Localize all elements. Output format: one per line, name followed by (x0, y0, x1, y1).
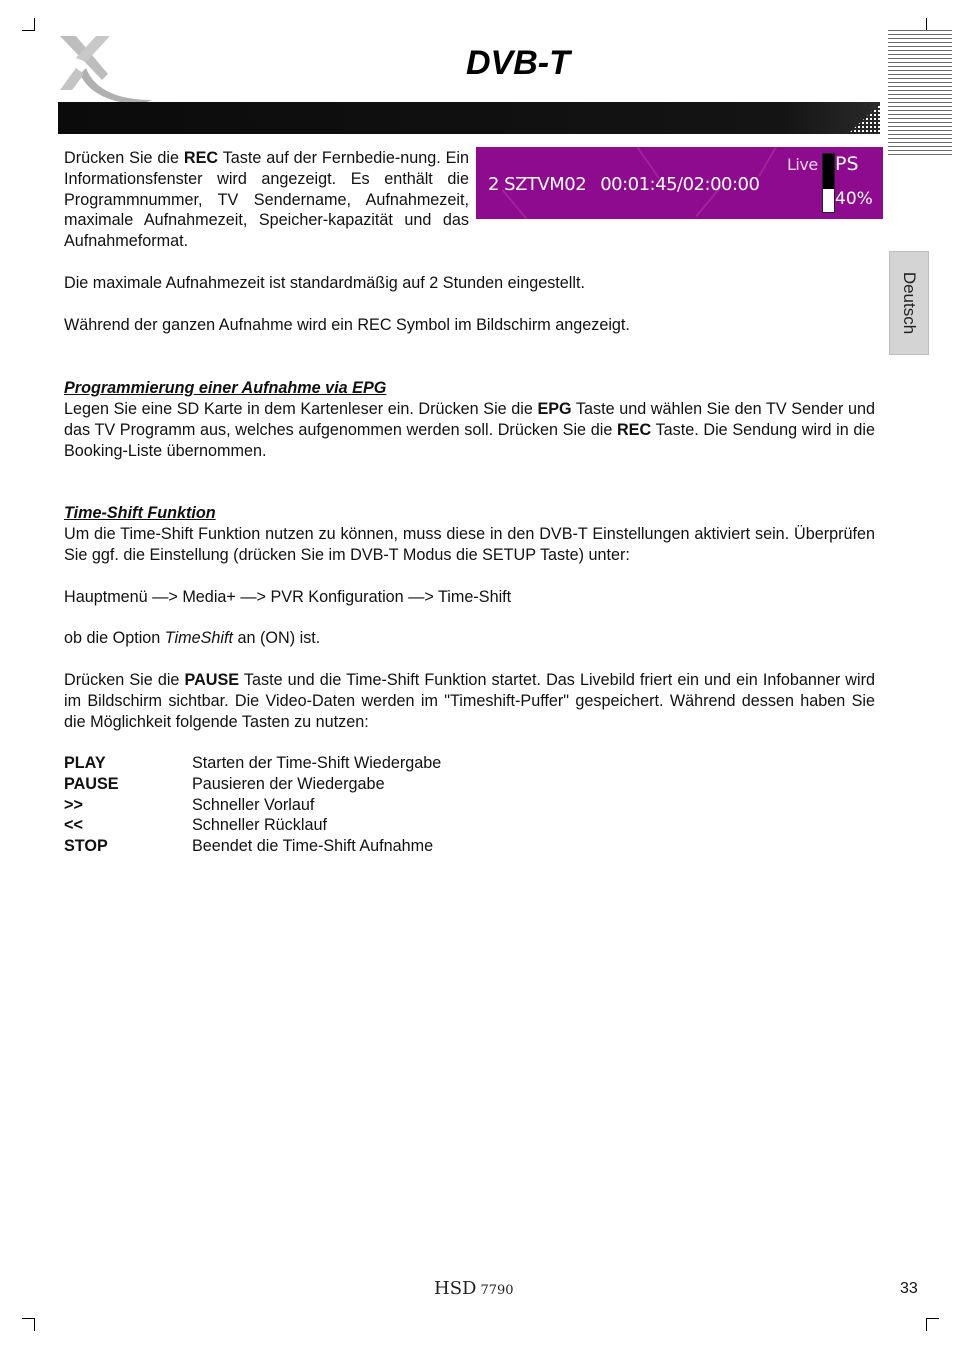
banner-streak (758, 147, 780, 177)
banner-capacity-percent: 40% (835, 189, 873, 209)
key-description: Beendet die Time-Shift Aufnahme (192, 837, 434, 856)
key-name: >> (64, 795, 83, 814)
key-row (64, 774, 441, 795)
intro-paragraph (64, 148, 469, 252)
banner-time: 00:01:45/02:00:00 (600, 174, 760, 195)
key-description: Starten der Time-Shift Wiedergabe (192, 754, 442, 772)
crop-mark-bottom-left (22, 1318, 35, 1331)
text-run: Legen Sie eine SD Karte in dem Kartenleser ein. Drücken Sie die (64, 400, 538, 418)
key-list (64, 753, 441, 857)
header-bar (58, 102, 880, 134)
key-row (64, 753, 441, 774)
footer-model (434, 1278, 514, 1299)
key-name: << (64, 816, 83, 835)
key-name: PLAY (64, 754, 106, 772)
text-run: Taste und die Time-Shift Funktion startet. Das Livebild friert ein und ein Infobanner wird im Bildschirm sichtbar. Die Video-Daten werden im "Timeshift-Puffer" gespeichert. Während dessen haben Sie die Möglichkeit folgende Tasten zu nutzen: (64, 671, 875, 731)
page-number: 33 (900, 1280, 918, 1297)
key-row (64, 836, 441, 857)
capacity-meter (822, 153, 835, 213)
banner-channel: 2 SZTVM02 (488, 174, 587, 195)
brand-x-logo (56, 34, 156, 104)
timeshift-paragraph: Um die Time-Shift Funktion nutzen zu können, muss diese in den DVB-T Einstellungen aktiviert sein. Überprüfen Sie ggf. die Einstellung (drücken Sie im DVB-T Modus die SETUP Taste) unter: (64, 525, 875, 564)
text-run: Drücken Sie die (64, 149, 184, 167)
text-run: Drücken Sie die (64, 671, 185, 689)
timeshift-heading: Time-Shift Funktion (64, 504, 216, 522)
italic-run: TimeShift (164, 629, 234, 647)
text-run: Taste und wählen Sie den TV Sender und das TV Programm aus, welches aufgenommen werden soll. Drücken Sie die (64, 400, 875, 439)
bold-run: EPG (537, 400, 572, 418)
language-tab-label: Deutsch (900, 271, 919, 335)
footer-model-name: HSD (434, 1278, 477, 1299)
banner-info (488, 174, 759, 195)
option-paragraph (64, 628, 876, 649)
header-dot-pattern (842, 102, 882, 134)
decorative-stripes (888, 30, 952, 158)
crop-mark-bottom-right (926, 1318, 939, 1331)
epg-paragraph (64, 399, 875, 461)
text-run: ob die Option (64, 629, 165, 647)
rec-symbol-paragraph: Während der ganzen Aufnahme wird ein REC Symbol im Bildschirm angezeigt. (64, 316, 630, 334)
key-name: PAUSE (64, 774, 119, 793)
key-name: STOP (64, 837, 108, 856)
crop-mark-top-left (22, 18, 35, 31)
banner-ps-label: PS (835, 153, 859, 175)
recording-info-banner (476, 147, 883, 219)
bold-run: REC (616, 420, 652, 439)
capacity-meter-fill (823, 189, 834, 212)
pause-paragraph (64, 670, 875, 732)
key-row (64, 815, 441, 836)
footer-model-number: 7790 (480, 1283, 514, 1298)
key-description: Schneller Vorlauf (192, 795, 315, 814)
text-run: Taste. Die Sendung wird in die Booking-Liste übernommen. (64, 420, 875, 460)
bold-run: PAUSE (184, 671, 240, 689)
page-title: DVB-T (466, 44, 570, 82)
menu-path: Hauptmenü —> Media+ —> PVR Konfiguration —> Time-Shift (64, 588, 512, 606)
max-time-paragraph: Die maximale Aufnahmezeit ist standardmäßig auf 2 Stunden eingestellt. (64, 274, 585, 292)
language-tab (889, 251, 929, 355)
text-run: Taste auf der Fernbedie-nung. Ein Informationsfenster wird angezeigt. Es enthält die Programmnummer, TV Sendername, Aufnahmezeit, maximale Aufnahmezeit, Speicher-kapazität und das Aufnahmeformat. (64, 149, 469, 251)
key-row (64, 795, 441, 816)
key-description: Pausieren der Wiedergabe (192, 774, 385, 793)
banner-live-label: Live (787, 155, 818, 174)
text-run: an (ON) ist. (233, 629, 321, 647)
bold-run: REC (183, 149, 219, 167)
key-description: Schneller Rücklauf (192, 816, 327, 835)
epg-heading: Programmierung einer Aufnahme via EPG (64, 379, 387, 397)
